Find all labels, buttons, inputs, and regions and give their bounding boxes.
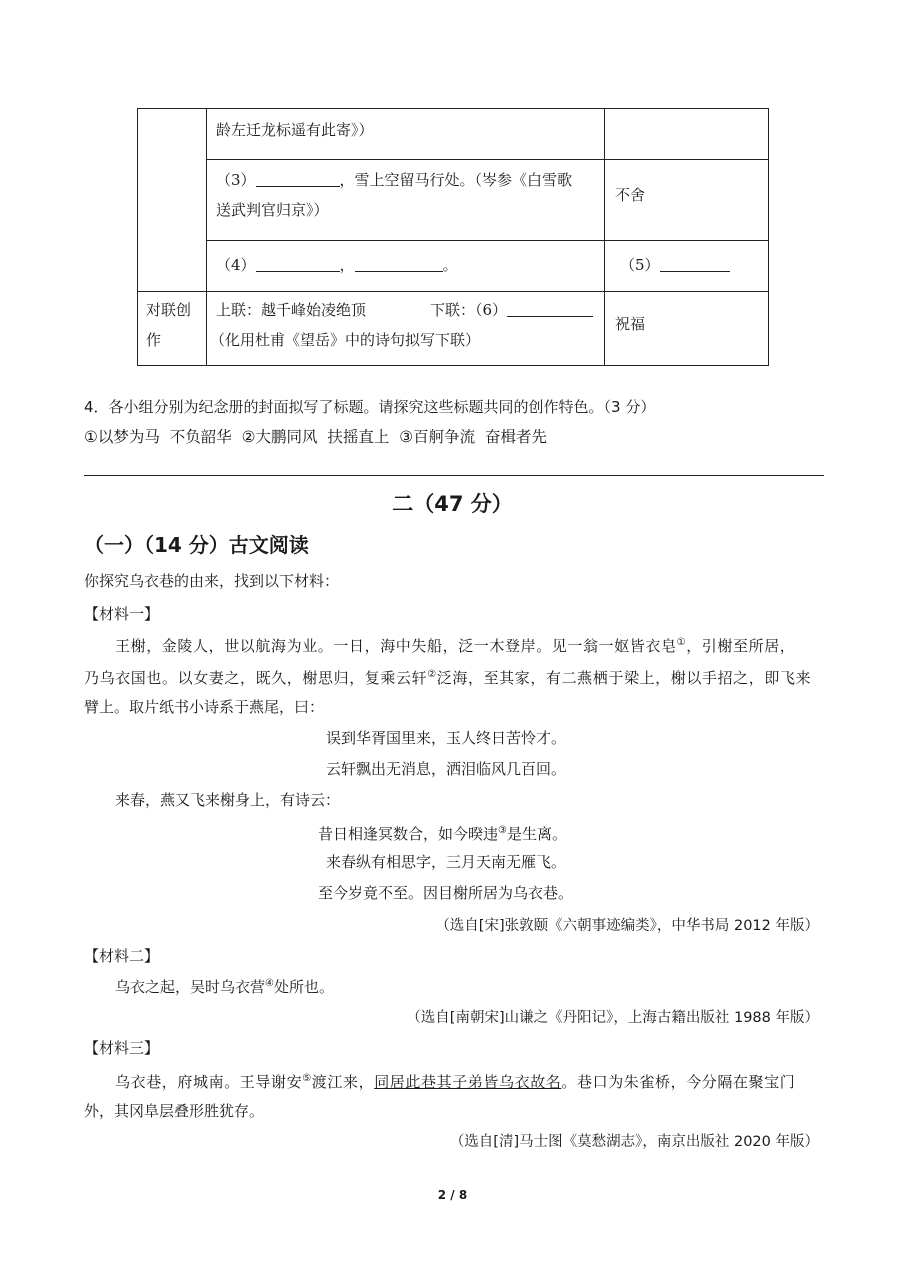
text: ，引榭至所居， xyxy=(686,637,796,655)
couplet-lower xyxy=(430,295,593,325)
footnote-mark: ⑤ xyxy=(302,1073,312,1084)
table-col-divider xyxy=(206,109,207,365)
material-3-tag: 【材料三】 xyxy=(84,1039,160,1057)
answer-blank-4a[interactable] xyxy=(256,253,340,272)
footnote-mark: ④ xyxy=(265,978,274,989)
table-cell-r2-right: 不舍 xyxy=(615,186,646,204)
item-number: 下联：（6） xyxy=(430,301,508,319)
answer-table xyxy=(137,108,769,366)
m2-line-1 xyxy=(115,968,334,1003)
material-1-tag: 【材料一】 xyxy=(84,605,160,623)
m3-source: （选自[清]马士图《莫愁湖志》，南京出版社 2020 年版） xyxy=(449,1134,819,1150)
question-4-options: ①以梦为马 不负韶华 ②大鹏同风 扶摇直上 ③百舸争流 奋楫者先 xyxy=(84,428,547,446)
table-head-couplet-a: 对联创 xyxy=(146,301,192,319)
table-col-divider xyxy=(604,109,605,365)
end-mark: 。 xyxy=(442,256,458,274)
m2-source: （选自[南朝宋]山谦之《丹阳记》，上海古籍出版社 1988 年版） xyxy=(406,1010,819,1026)
poem-line-3 xyxy=(318,815,567,850)
footnote-mark: ② xyxy=(427,669,437,680)
answer-blank-5[interactable] xyxy=(660,253,730,272)
table-cell-r3-text xyxy=(216,250,458,280)
page-number: 2 / 8 xyxy=(437,1188,468,1202)
m1-line-1 xyxy=(115,627,795,662)
table-cell-r1-text: 龄左迁龙标遥有此寄》） xyxy=(216,121,374,139)
underlined-sentence: 同居此巷其子弟皆乌衣故名 xyxy=(374,1073,562,1091)
couplet-upper: 上联：越千峰始凌绝顶 xyxy=(216,301,367,319)
text: 处所也。 xyxy=(273,978,334,996)
text: 乌衣巷，府城南。王导谢安 xyxy=(115,1073,303,1091)
section-intro: 你探究乌衣巷的由来，找到以下材料： xyxy=(84,572,340,590)
item-number: （4） xyxy=(216,256,256,274)
m1-line-5: 至今岁竟不至。因目榭所居为乌衣巷。 xyxy=(318,884,574,902)
text: 昔日相逢冥数合，如今暌违 xyxy=(318,825,499,843)
r2-text-b: 送武判官归京》） xyxy=(216,201,329,219)
question-4: 4．各小组分别为纪念册的封面拟写了标题。请探究这些标题共同的创作特色。（3 分） xyxy=(84,398,656,416)
couplet-note: （化用杜甫《望岳》中的诗句拟写下联） xyxy=(210,331,481,349)
text: 是生离。 xyxy=(506,825,567,843)
table-head-couplet-b: 作 xyxy=(146,331,162,349)
material-2-tag: 【材料二】 xyxy=(84,947,160,965)
item-number: （3） xyxy=(216,171,256,189)
poem-line-2: 云轩飘出无消息，洒泪临风几百回。 xyxy=(326,760,567,778)
r2-text-a: ，雪上空留马行处。（岑参《白雪歌 xyxy=(339,171,573,189)
sep: ， xyxy=(339,256,355,274)
footnote-mark: ① xyxy=(676,637,687,648)
table-row-divider xyxy=(206,240,768,241)
table-cell-r2-text xyxy=(216,165,572,195)
item-number: （5） xyxy=(620,256,660,274)
answer-blank-4b[interactable] xyxy=(355,253,443,272)
table-cell-r4-right: 祝福 xyxy=(615,315,646,333)
text: 泛海，至其家，有二燕栖于梁上，榭以手招之，即飞来 xyxy=(436,669,812,687)
m3-line-2: 外，其冈阜层叠形胜犹存。 xyxy=(84,1102,265,1120)
text: 王榭，金陵人，世以航海为业。一日，海中失船，泛一木登岸。见一翁一妪皆衣皂 xyxy=(115,637,677,655)
text: 。巷口为朱雀桥，今分隔在聚宝门 xyxy=(561,1073,796,1091)
section-title: 二（47 分） xyxy=(392,492,513,516)
footnote-mark: ③ xyxy=(498,825,507,836)
section-divider xyxy=(84,475,824,476)
table-row-divider xyxy=(206,159,768,160)
text: 乃乌衣国也。以女妻之，既久，榭思归，复乘云轩 xyxy=(84,669,428,687)
table-cell-r3-right xyxy=(620,250,730,280)
poem-line-1: 误到华胥国里来，玉人终日苦怜才。 xyxy=(326,729,567,747)
m1-line-4: 来春，燕又飞来榭身上，有诗云： xyxy=(115,791,341,809)
subsection-title: （一）（14 分）古文阅读 xyxy=(84,533,309,557)
text: 渡江来， xyxy=(311,1073,375,1091)
answer-blank-6[interactable] xyxy=(507,298,593,317)
poem-line-4: 来春纵有相思字，三月天南无雁飞。 xyxy=(326,853,567,871)
m1-line-2 xyxy=(84,659,811,694)
table-row-divider xyxy=(138,291,768,292)
m3-line-1 xyxy=(115,1063,795,1098)
m1-line-3: 臂上。取片纸书小诗系于燕尾，曰： xyxy=(84,698,325,716)
text: 乌衣之起，吴时乌衣营 xyxy=(115,978,266,996)
m1-source: （选自[宋]张敦颐《六朝事迹编类》，中华书局 2012 年版） xyxy=(435,918,819,934)
answer-blank-3[interactable] xyxy=(256,168,340,187)
